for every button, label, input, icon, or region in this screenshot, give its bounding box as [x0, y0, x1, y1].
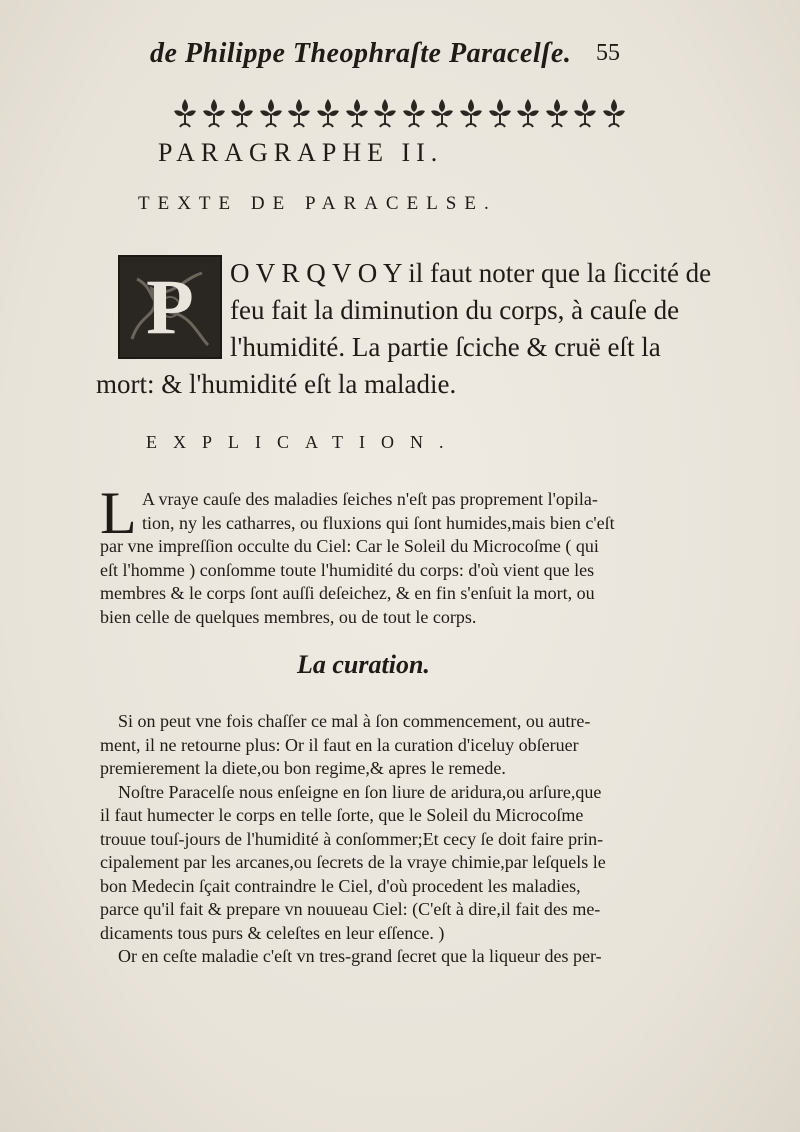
running-title: de Philippe Theophraſte Paracelſe. — [150, 38, 572, 69]
fleuron-icon — [401, 97, 427, 129]
body-line: A vraye cauſe des maladies ſeiches n'eſt pas proprement l'opila- — [142, 489, 598, 509]
body-line: cipalement par les arcanes,ou ſecrets de la vraye chimie,par leſquels le — [100, 852, 606, 872]
fleuron-icon — [544, 97, 570, 129]
fleuron-icon — [429, 97, 455, 129]
body-line: premierement la diete,ou bon regime,& apres le remede. — [100, 758, 506, 778]
body-line: bon Medecin ſçait contraindre le Ciel, d'où procedent les maladies, — [100, 875, 581, 896]
body-line: Si on peut vne fois chaſſer ce mal à ſon commencement, ou autre- — [118, 711, 591, 731]
initial-letter: L — [100, 480, 137, 546]
explication-heading: EXPLICATION. — [146, 432, 460, 452]
explication-paragraph — [100, 488, 698, 629]
fleuron-icon — [572, 97, 598, 129]
drop-cap-letter: P — [146, 263, 194, 350]
body-line: parce qu'il fait & prepare vn nouueau Ciel: (C'eſt à dire,il fait des me- — [100, 899, 601, 919]
body-line: ment, il ne retourne plus: Or il faut en la curation d'iceluy obſeruer — [100, 734, 579, 755]
fleuron-icon — [315, 97, 341, 129]
text-line: l'humidité. La partie ſciche & cruë eſt la — [230, 332, 661, 362]
fleuron-icon — [258, 97, 284, 129]
body-line: il faut humecter le corps en telle ſorte, que le Soleil du Microcoſme — [100, 805, 584, 825]
body-line: par vne impreſſion occulte du Ciel: Car le Soleil du Microcoſme ( qui — [100, 536, 599, 556]
body-line: membres & le corps ſont auſſi deſeichez, & en fin s'enſuit la mort, ou — [100, 583, 595, 603]
page-number: 55 — [596, 40, 620, 66]
body-line: bien celle de quelques membres, ou de tout le corps. — [100, 606, 477, 627]
paracelsus-text — [96, 255, 712, 403]
body-line: tion, ny les catharres, ou fluxions qui ſont humides,mais bien c'eſt — [142, 512, 615, 533]
body-line: eſt l'homme ) conſomme toute l'humidité du corps: d'où vient que les — [100, 559, 595, 580]
fleuron-icon — [458, 97, 484, 129]
body-line: dicaments tous purs & celeſtes en leur eſſence. ) — [100, 922, 445, 943]
fleuron-icon — [286, 97, 312, 129]
fleuron-icon — [372, 97, 398, 129]
fleuron-icon — [229, 97, 255, 129]
text-line: O V R Q V O Y il faut noter que la ſiccité de — [230, 258, 712, 288]
text-line: feu fait la diminution du corps, à cauſe de — [230, 295, 680, 325]
body-line: Or en ceſte maladie c'eſt vn tres-grand ſecret que la liqueur des per- — [118, 946, 602, 966]
fleuron-icon — [487, 97, 513, 129]
curation-heading: La curation. — [297, 650, 430, 679]
ornament-band — [172, 96, 627, 130]
body-line: Noſtre Paracelſe nous enſeigne en ſon liure de aridura,ou arſure,que — [118, 781, 602, 802]
fleuron-icon — [601, 97, 627, 129]
curation-paragraph — [100, 710, 698, 969]
fleuron-icon — [344, 97, 370, 129]
fleuron-icon — [201, 97, 227, 129]
text-line: mort: & l'humidité eſt la maladie. — [96, 369, 457, 399]
running-head — [0, 38, 800, 78]
fleuron-icon — [172, 97, 198, 129]
fleuron-icon — [515, 97, 541, 129]
text-heading: TEXTE DE PARACELSE. — [138, 193, 497, 214]
paragraph-heading: PARAGRAPHE II. — [158, 138, 444, 167]
body-line: trouue touſ-jours de l'humidité à conſommer;Et cecy ſe doit faire prin- — [100, 828, 604, 849]
